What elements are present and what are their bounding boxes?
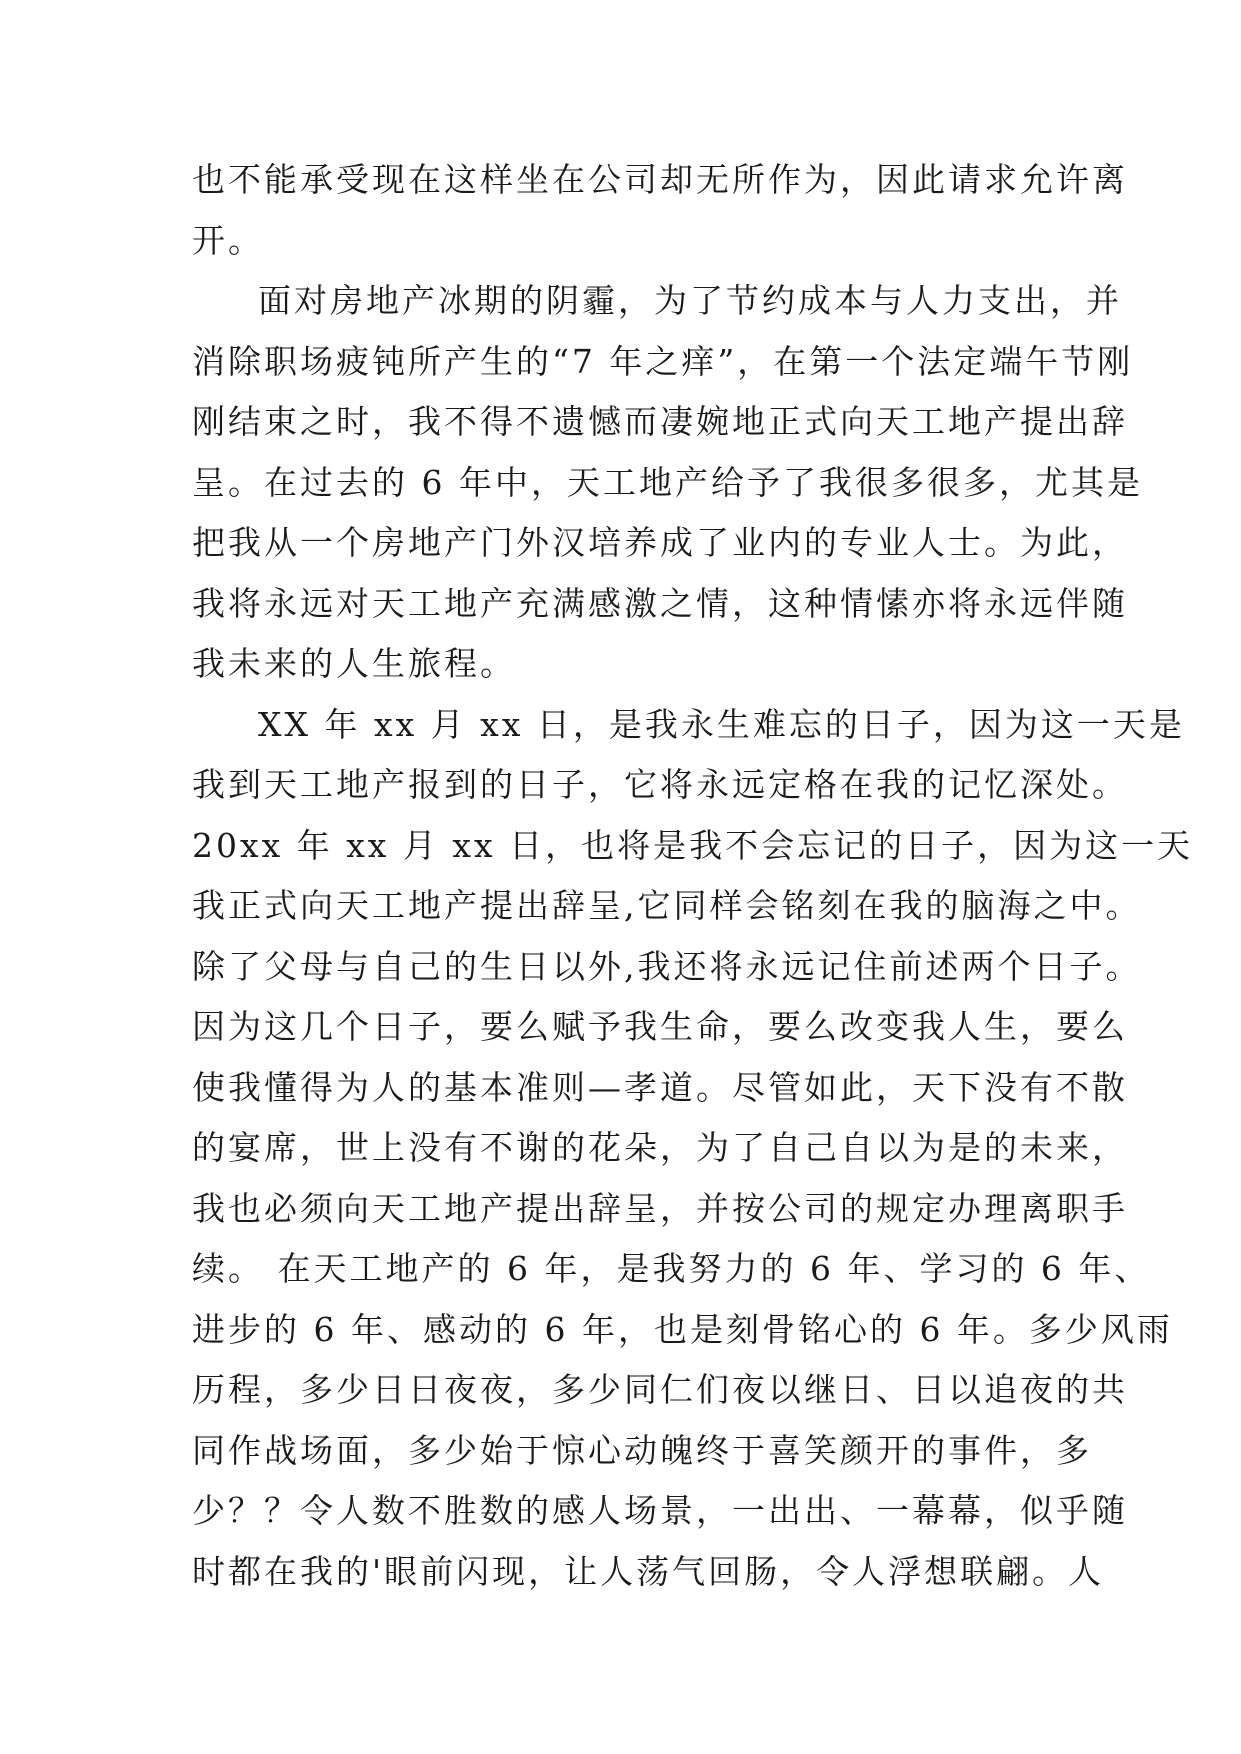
text-line: 时都在我的'眼前闪现，让人荡气回肠，令人浮想联翩。人 — [192, 1551, 1105, 1591]
text-line: 历程，多少日日夜夜，多少同仁们夜以继日、日以追夜的共 — [192, 1370, 1128, 1409]
text-line: 20xx 年 xx 月 xx 日，也将是我不会忘记的日子，因为这一天 — [192, 825, 1194, 865]
text-line: 把我从一个房地产门外汉培养成了业内的专业人士。为此， — [192, 523, 1128, 562]
text-line: 我到天工地产报到的日子，它将永远定格在我的记忆深处。 — [192, 765, 1128, 804]
text-line: 刚结束之时，我不得不遗憾而凄婉地正式向天工地产提出辞 — [192, 402, 1128, 441]
text-line: 我也必须向天工地产提出辞呈，并按公司的规定办理离职手 — [192, 1188, 1128, 1228]
text-line: 的宴席，世上没有不谢的花朵，为了自己自以为是的未来， — [192, 1128, 1128, 1167]
text-line: 使我懂得为人的基本准则—孝道。尽管如此，天下没有不散 — [192, 1067, 1128, 1107]
text-line: 续。 在天工地产的 6 年，是我努力的 6 年、学习的 6 年、 — [192, 1249, 1151, 1288]
text-line: 面对房地产冰期的阴霾，为了节约成本与人力支出，并 — [258, 281, 1122, 320]
text-line: 也不能承受现在这样坐在公司却无所作为，因此请求允许离 — [192, 160, 1128, 199]
text-line: XX 年 xx 月 xx 日，是我永生难忘的日子，因为这一天是 — [258, 704, 1185, 744]
text-line: 我未来的人生旅程。 — [192, 644, 516, 683]
text-line: 少？？令人数不胜数的感人场景，一出出、一幕幕，似乎随 — [192, 1491, 1128, 1530]
text-line: 我正式向天工地产提出辞呈,它同样会铭刻在我的脑海之中。 — [192, 886, 1142, 925]
text-line: 因为这几个日子，要么赋予我生命，要么改变我人生，要么 — [192, 1007, 1128, 1046]
text-line: 我将永远对天工地产充满感激之情，这种情愫亦将永远伴随 — [192, 583, 1128, 623]
text-line: 进步的 6 年、感动的 6 年，也是刻骨铭心的 6 年。多少风雨 — [192, 1309, 1173, 1349]
document-body — [192, 150, 1194, 1602]
text-line: 呈。在过去的 6 年中，天工地产给予了我很多很多，尤其是 — [192, 462, 1143, 502]
text-line: 除了父母与自己的生日以外,我还将永远记住前述两个日子。 — [192, 946, 1142, 986]
text-line: 开。 — [192, 220, 264, 260]
text-line: 同作战场面，多少始于惊心动魄终于喜笑颜开的事件，多 — [192, 1430, 1092, 1470]
text-line: 消除职场疲钝所产生的“7 年之痒”，在第一个法定端午节刚 — [192, 341, 1134, 381]
